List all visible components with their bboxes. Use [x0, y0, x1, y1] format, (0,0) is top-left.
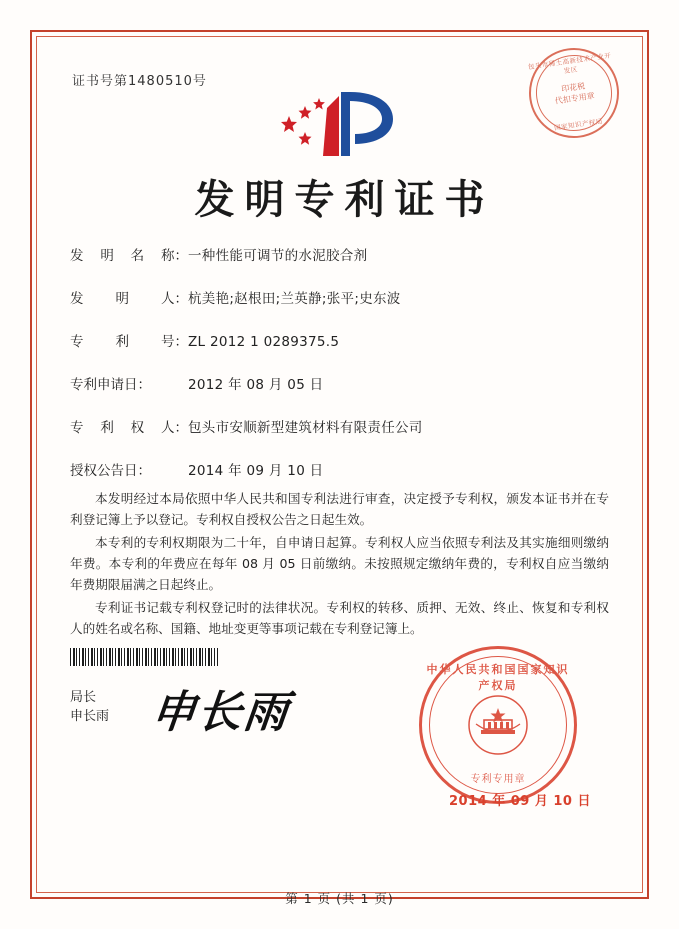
field-label: 专 利 权 人： [70, 420, 188, 436]
seal-date: 2014 年 09 月 10 日 [449, 794, 591, 809]
field-value-inventors: 杭美艳;赵根田;兰英静;张平;史东波 [188, 291, 401, 307]
field-label: 专 利 号： [70, 334, 188, 350]
tax-stamp-seal [523, 42, 625, 144]
field-value-application-date: 2012 年 08 月 05 日 [188, 377, 324, 393]
tax-stamp-line2: 代扣专用章 [554, 91, 596, 106]
field-row-inventors [70, 287, 609, 307]
field-value-grant-date: 2014 年 09 月 10 日 [188, 463, 324, 479]
director-name-label: 申长雨 [70, 709, 110, 724]
field-row-application-date [70, 373, 609, 393]
legal-paragraph-3: 专利证书记载专利权登记时的法律状况。专利权的转移、质押、无效、终止、恢复和专利权人的姓名或名称、国籍、地址变更等事项记载在专利登记簿上。 [70, 600, 609, 636]
field-value-patent-number: ZL 2012 1 0289375.5 [188, 334, 340, 350]
legal-paragraph-1: 本发明经过本局依照中华人民共和国专利法进行审查，决定授予专利权，颁发本证书并在专利登记簿上予以登记。专利权自授权公告之日起生效。 [70, 491, 609, 527]
field-row-grant-date [70, 459, 609, 479]
field-label: 发 明 人： [70, 291, 188, 307]
director-title-label: 局长 [70, 690, 97, 705]
field-list [70, 244, 609, 502]
national-patent-seal [419, 646, 577, 804]
field-row-invention-name [70, 244, 609, 264]
seal-top-text: 中华人民共和国国家知识产权局 [426, 663, 570, 692]
field-value-invention-name: 一种性能可调节的水泥胶合剂 [188, 248, 368, 264]
barcode [70, 648, 218, 666]
field-label: 发 明 名 称： [70, 248, 188, 264]
legal-paragraph-2: 本专利的专利权期限为二十年，自申请日起算。专利权人应当依照专利法及其实施细则缴纳年费。本专利的年费应在每年 08 月 05 日前缴纳。未按照规定缴纳年费的，专利权自应当缴纳年费期限届满之日起终止。 [70, 535, 609, 592]
tax-stamp-line1: 印花税 [560, 81, 586, 94]
sipo-logo-icon [275, 86, 405, 160]
tax-stamp-arc-top: 包头市稀土高新技术产业开发区 [527, 51, 612, 76]
certificate-content [60, 48, 619, 881]
field-value-patentee: 包头市安顺新型建筑材料有限责任公司 [188, 420, 423, 436]
field-label: 专利申请日： [70, 377, 151, 393]
signature-block [70, 688, 109, 726]
field-label: 授权公告日： [70, 463, 151, 479]
field-row-patent-number [70, 330, 609, 350]
legal-text-block [70, 488, 609, 641]
field-row-patentee [70, 416, 609, 436]
page-title: 发明专利证书 [194, 176, 495, 223]
handwritten-signature: 申长雨 [148, 687, 293, 738]
page-footer: 第 1 页 (共 1 页) [285, 891, 394, 906]
national-emblem-icon [467, 694, 529, 756]
certificate-number: 证书号第1480510号 [72, 74, 207, 89]
tax-stamp-arc-bottom: 国家知识产权局 [553, 117, 604, 133]
seal-bottom-text: 专利专用章 [470, 774, 526, 785]
